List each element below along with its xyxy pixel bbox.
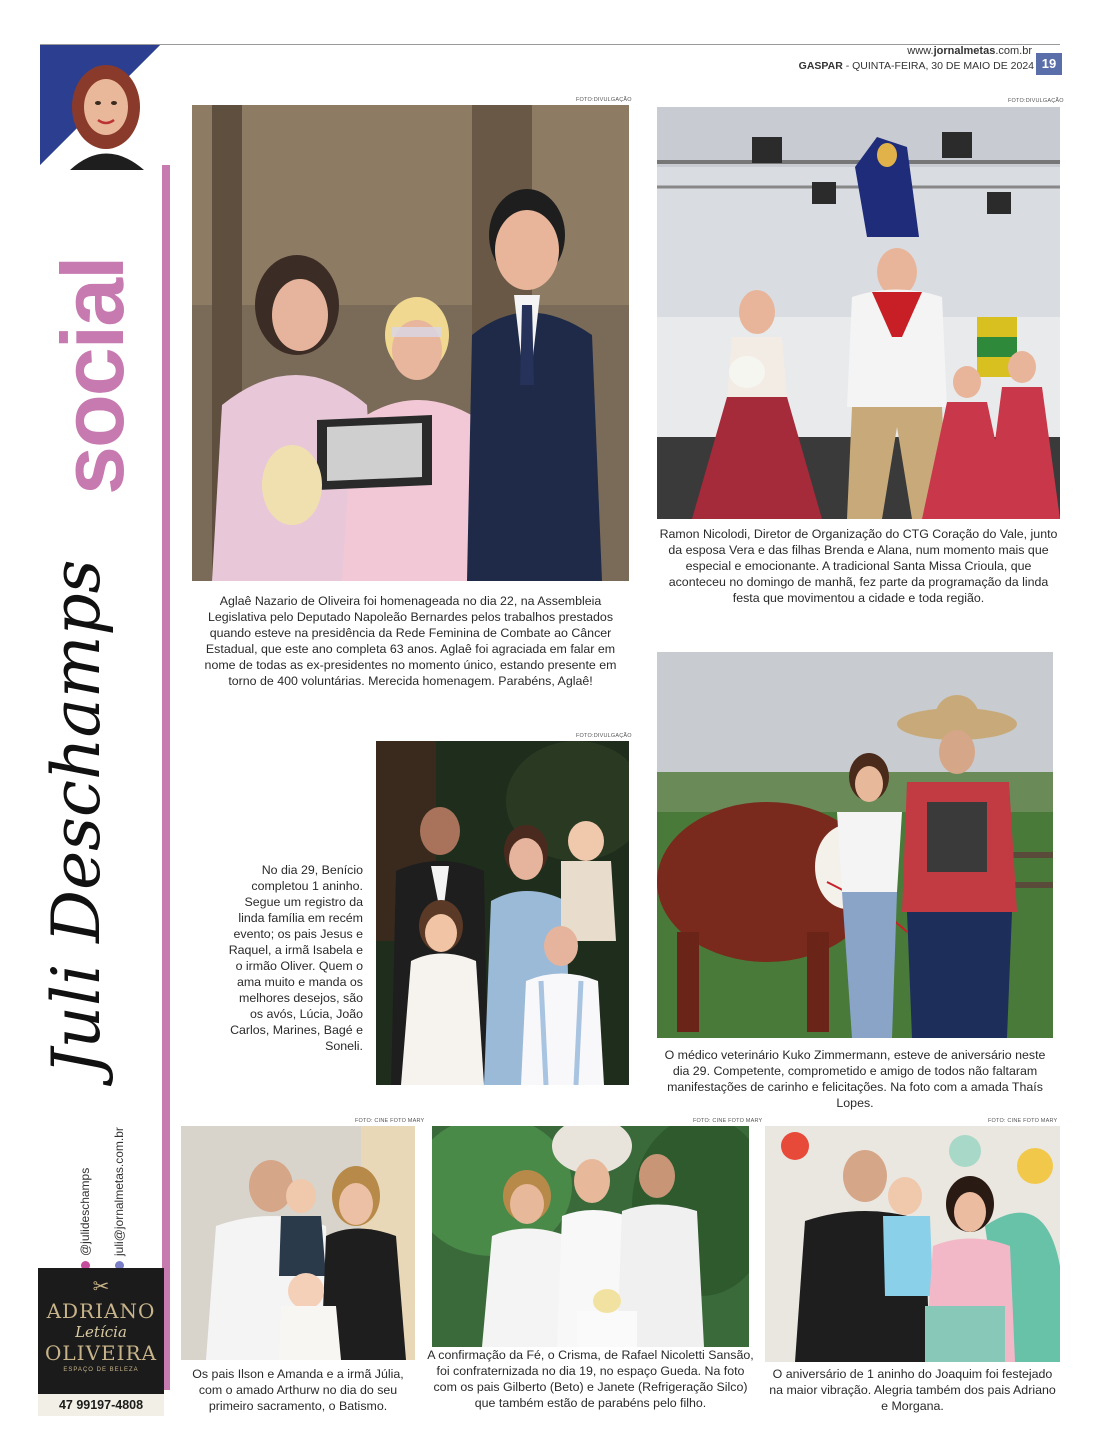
ad-tagline: ESPAÇO DE BELEZA bbox=[63, 1367, 139, 1373]
photo-credit: FOTO:DIVULGAÇÃO bbox=[576, 733, 632, 739]
photo-ramon-family bbox=[657, 107, 1060, 519]
photo-credit: FOTO: CINE FOTO MARY bbox=[355, 1118, 425, 1124]
ad-phone: 47 99197-4808 bbox=[38, 1394, 164, 1416]
photo-credit: FOTO:DIVULGAÇÃO bbox=[1008, 98, 1064, 104]
column-pink-bar bbox=[162, 165, 170, 1390]
photo-ilson-baptism bbox=[181, 1126, 415, 1360]
caption-ilson: Os pais Ilson e Amanda e a irmã Júlia, com o amado Arthurw no dia do seu primeiro sacramento, o Batismo. bbox=[192, 1367, 404, 1413]
caption-joaquim: O aniversário de 1 aninho do Joaquim foi festejado na maior vibração. Alegria também dos pais Adriano e Morgana. bbox=[769, 1367, 1056, 1413]
ad-line-2: Letícia bbox=[75, 1323, 127, 1341]
instagram-handle[interactable]: @julideschamps bbox=[78, 1168, 92, 1270]
photo-credit: FOTO: CINE FOTO MARY bbox=[988, 1118, 1058, 1124]
ad-line-1: ADRIANO bbox=[46, 1299, 156, 1323]
caption-ramon: Ramon Nicolodi, Diretor de Organização do CTG Coração do Vale, junto da esposa Vera e das filhas Brenda e Alana, num momento mais que especial e emocionante. A tradicional Santa Missa Crioula, que aconteceu no domingo de manhã, fez parte da programação da linda festa que movimentou a cidade e toda região. bbox=[659, 527, 1058, 605]
photo-benicio-family bbox=[376, 741, 629, 1085]
header-city: GASPAR bbox=[798, 60, 843, 72]
photo-kuko-bull bbox=[657, 652, 1053, 1038]
scissors-icon: ✂ bbox=[92, 1276, 110, 1298]
caption-benicio: No dia 29, Benício completou 1 aninho. Segue um registro da linda família em recém evento; os pais Jesus e Raquel, a irmã Isabela e o irmão Oliver. Quem o ama muito e manda os melhores desejos, são os avós, Lúcia, João Carlos, Marines, Bagé e Soneli. bbox=[228, 863, 363, 1053]
photo-credit: FOTO: CINE FOTO MARY bbox=[693, 1118, 763, 1124]
header-url: www.jornalmetas.com.br bbox=[907, 45, 1032, 57]
caption-rafael: A confirmação da Fé, o Crisma, de Rafael Nicoletti Sansão, foi confraternizada no dia 19, no espaço Gueda. Na foto com os pais Gilberto (Beto) e Janete (Refrigeração Silco) que também estão de parabéns pelo filho. bbox=[427, 1348, 754, 1410]
photo-joaquim-birthday bbox=[765, 1126, 1060, 1362]
page-number: 19 bbox=[1036, 53, 1062, 75]
photo-credit: FOTO:DIVULGAÇÃO bbox=[576, 97, 632, 103]
advertisement[interactable] bbox=[38, 1268, 164, 1416]
caption-aglae: Aglaê Nazario de Oliveira foi homenageada no dia 22, na Assembleia Legislativa pelo Deputado Napoleão Bernardes pelos trabalhos prestados quando esteve na presidência da Rede Feminina de Combate ao Câncer Estadual, que este ano completa 63 anos. Aglaê foi agraciada em falar em nome de todas as ex-presidentes no momento único, estando presente em torno de 400 voluntárias. Merecida homenagem. Parabéns, Aglaê! bbox=[204, 594, 617, 688]
caption-kuko: O médico veterinário Kuko Zimmermann, esteve de aniversário neste dia 29. Competente, comprometido e amigo de todos não faltaram manifestações de carinho e felicitações. Na foto com a amada Thaís Lopes. bbox=[664, 1048, 1046, 1110]
photo-aglae-homage bbox=[192, 105, 629, 581]
columnist-photo bbox=[40, 45, 160, 170]
section-title: social bbox=[43, 257, 142, 495]
columnist-name: Juli Deschamps bbox=[38, 559, 115, 1075]
email-address[interactable]: juli@jornalmetas.com.br bbox=[112, 1127, 126, 1270]
header-dateline bbox=[799, 60, 1034, 72]
ad-line-3: OLIVEIRA bbox=[44, 1341, 158, 1365]
photo-rafael-crisma bbox=[432, 1126, 749, 1347]
header-date: - QUINTA-FEIRA, 30 DE MAIO DE 2024 bbox=[842, 60, 1034, 72]
